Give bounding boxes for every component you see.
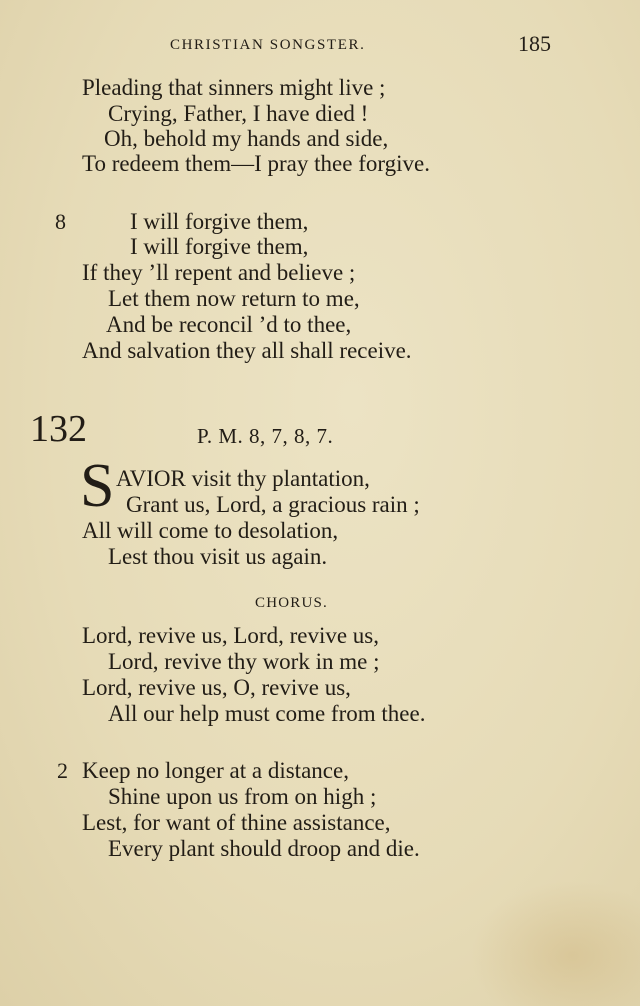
hymn-meter: P. M. 8, 7, 8, 7. — [197, 424, 334, 448]
verse-line: All will come to desolation, — [82, 518, 339, 543]
verse-line: I will forgive them, — [130, 234, 309, 259]
verse-line: Shine upon us from on high ; — [108, 784, 377, 809]
running-title: CHRISTIAN SONGSTER. — [170, 37, 366, 53]
verse-line: Grant us, Lord, a gracious rain ; — [126, 492, 420, 517]
verse-line: Lest thou visit us again. — [108, 544, 328, 569]
verse-line: And salvation they all shall receive. — [82, 338, 412, 363]
page-number: 185 — [518, 31, 551, 56]
verse-line: And be reconcil ’d to thee, — [106, 312, 352, 337]
continuation-line: Crying, Father, I have died ! — [108, 101, 369, 126]
continuation-line: Pleading that sinners might live ; — [82, 75, 386, 100]
verse-line: Let them now return to me, — [108, 286, 360, 311]
verse-number: 8 — [55, 209, 66, 234]
verse-line: Keep no longer at a distance, — [82, 758, 349, 783]
hymn-first-line: AVIOR visit thy plantation, — [116, 466, 370, 491]
chorus-line: Lord, revive us, Lord, revive us, — [82, 623, 380, 648]
verse-line: Every plant should droop and die. — [108, 836, 420, 861]
page-stain — [470, 880, 640, 1006]
chorus-line: Lord, revive thy work in me ; — [108, 649, 380, 674]
continuation-line: To redeem them—I pray thee forgive. — [82, 151, 430, 176]
hymn-number: 132 — [30, 408, 87, 450]
chorus-label: CHORUS. — [255, 595, 328, 611]
drop-cap: S — [80, 452, 115, 520]
chorus-line: All our help must come from thee. — [108, 701, 426, 726]
continuation-line: Oh, behold my hands and side, — [104, 126, 389, 151]
verse-line: I will forgive them, — [130, 209, 309, 234]
chorus-line: Lord, revive us, O, revive us, — [82, 675, 351, 700]
verse-line: If they ’ll repent and believe ; — [82, 260, 356, 285]
verse-number: 2 — [57, 758, 68, 783]
verse-line: Lest, for want of thine assistance, — [82, 810, 391, 835]
